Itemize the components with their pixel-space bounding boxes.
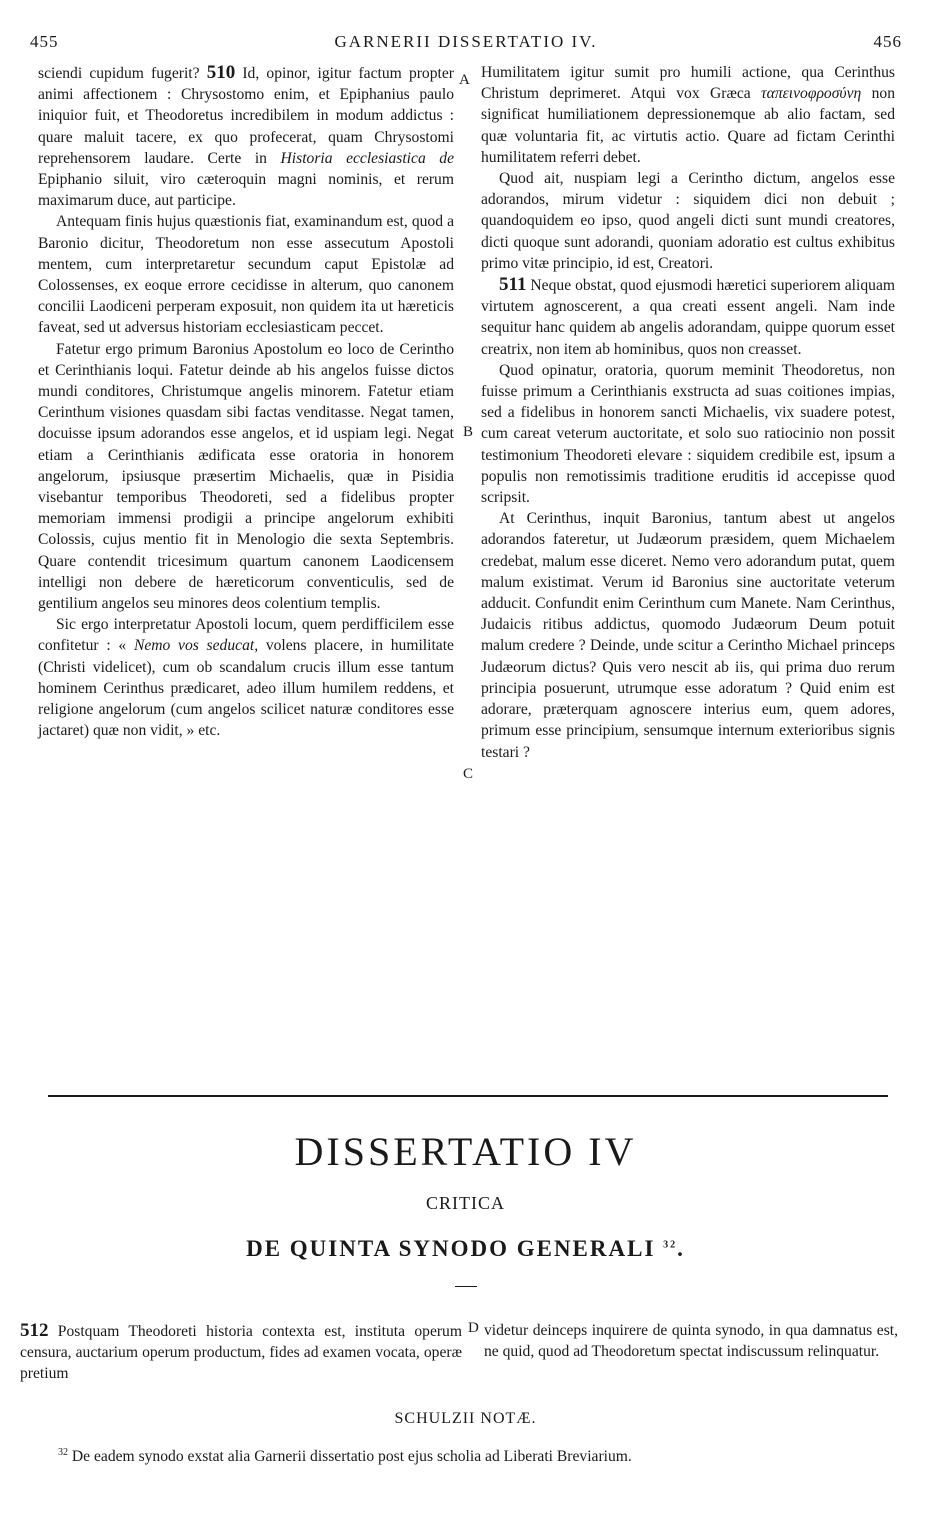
section-divider <box>48 1095 888 1097</box>
intro-left-column <box>20 1320 462 1385</box>
left-column <box>38 62 454 742</box>
section-subtitle: CRITICA <box>426 1193 505 1213</box>
text-segment: Neque obstat, quod ejusmodi hæretici superiorem aliquam virtutem agnoscerent, a qua creati essent angeli. Nam inde sequitur hanc quidem ab angelis adorandam, quippe quorum esset creatrix, non item ab hominibus, quos non creasset. <box>481 277 895 358</box>
text-segment: Humilitatem igitur sumit pro humili actione, qua Cerinthus Christum deprimeret. Atqui vox Græca <box>481 64 895 103</box>
page-number-left: 455 <box>30 32 59 51</box>
section-number-511: 511 <box>499 274 527 296</box>
footnote <box>58 1447 908 1466</box>
left-paragraph-1 <box>38 62 454 211</box>
short-divider <box>455 1286 477 1287</box>
greek-word: ταπεινοφροσύνη <box>761 85 862 103</box>
running-header <box>30 32 902 56</box>
margin-marker-b: B <box>463 424 474 440</box>
margin-marker-a: A <box>459 72 470 88</box>
intro-paragraph-left <box>20 1320 462 1385</box>
running-title: GARNERII DISSERTATIO IV. <box>334 32 598 51</box>
footnote-text: De eadem synodo exstat alia Garnerii dissertatio post ejus scholia ad Liberati Breviarium. <box>68 1448 632 1466</box>
text-segment: Epiphanio siluit, viro cæteroquin magni nominis, et rerum maximarum duce, aut participe. <box>38 171 454 210</box>
text-segment: Sic ergo interpretatur Apostoli locum, quem perdifficilem esse confitetur : « <box>38 616 454 655</box>
right-column <box>481 62 895 763</box>
section-title: DISSERTATIO IV <box>294 1129 637 1174</box>
left-paragraph-2: Antequam finis hujus quæstionis fiat, examinandum est, quod a Baronio dicitur, Theodoretum non esse assecutum Apostoli mentem, cum interpretaretur secundum caput Epistolæ ad Colossenses, ex eoque errore cecidisse in alterum, quo canonem concilii Laodiceni perperam exposuit, non quidem ita ut hæreticis faveat, sed ut adversus historiam ecclesiasticam peccet. <box>38 213 454 337</box>
margin-marker-c: C <box>463 766 474 782</box>
italic-quote: Nemo vos seducat, <box>133 637 259 655</box>
left-paragraph-3: Fatetur ergo primum Baronius Apostolum eo loco de Cerintho et Cerinthianis loqui. Fatetur deinde ab his angelos fuisse dictos mundi conditores, Christumque angelis minorem. Fatetur etiam Cerinthum visiones quasdam sibi factas venditasse. Negat tamen, docuisse ipsum adorandos esse angelos, et id uspiam legi. Negat etiam a Cerinthianis ædificata esse oratoria in honorem angelorum, ipsiusque præsertim Michaelis, quæ in Pisidia visebantur temporibus Theodoreti, sed a fidelibus propter memoriam immensi prodigii a principe angelorum exhibiti Colossis, cujus mentio fit in Menologio die sexta Septembris. Quare contendit tricesimum quartum canonem Laodicensem intelligi non debere de hæreticorum conventiculis, sed de gentilium angelos seu minores deos colentium templis. <box>38 340 454 613</box>
left-paragraph-4 <box>38 614 454 741</box>
text-segment: sciendi cupidum fugerit? <box>38 65 207 82</box>
intro-paragraph-right: videtur deinceps inquirere de quinta synodo, in qua damnatus est, ne quid, quod ad Theodoretum spectat indiscussum relinquatur. <box>484 1322 898 1361</box>
footnote-number: 32 <box>58 1447 68 1458</box>
right-paragraph-2: Quod ait, nuspiam legi a Cerintho dictum, angelos esse adorandos, mirum videtur : siquidem dici non debuit ; quandoquidem eo ipso, quod angeli dicti sunt mundi creatores, dicti quoque sunt adorandi, quoniam adoratio est cultus exhibitus primo vitæ principio, id est, Creatori. <box>481 170 895 272</box>
section-subtitle-2: DE QUINTA SYNODO GENERALI $^{32}$. <box>246 1236 685 1261</box>
right-paragraph-5: At Cerinthus, inquit Baronius, tantum abest ut angelos adorandos fateretur, ut Judæorum præsidem, quem Michaelem credebat, malum esse diceret. Nemo vero adorandum putat, quem malum existimat. Verum id Baronius sine auctoritate veterum adducit. Confundit enim Cerinthum cum Manete. Nam Cerinthus, Judaicis ritibus addictus, quomodo Judæorum Deum potuit malum credere ? Deinde, unde scitur a Cerintho Michael princeps Judæorum dictus? Quis vero nescit ab iis, qui prima duo rerum principia posuerunt, utrumque esse adoratum ? Quid enim est adorare, præterquam agnoscere interius eum, quem adores, primum esse principium, sensumque internum exterioribus signis testari ? <box>481 510 895 761</box>
margin-marker-d: D <box>468 1320 479 1336</box>
page-number-right: 456 <box>873 32 902 51</box>
right-paragraph-1 <box>481 62 895 168</box>
notes-heading: SCHULZII NOTÆ. <box>394 1410 537 1427</box>
text-segment: volens placere, in humilitate (Christi videlicet), cum ob scandalum crucis illum esse tantum hominem Cerinthus prædicaret, adeo illum humilem reddens, et religione angelorum (cum angelos scilicet naturæ conditores esse jactaret) quæ non vidit, » etc. <box>38 637 454 740</box>
intro-right-column <box>484 1320 898 1362</box>
subtitle-text: DE QUINTA SYNODO GENERALI <box>246 1236 656 1261</box>
text-segment: Postquam Theodoreti historia contexta est, instituta operum censura, auctarium operum productum, fides ad examen vocata, operæ pretium <box>20 1323 462 1383</box>
right-paragraph-3 <box>481 274 895 360</box>
text-segment: Id, opinor, igitur factum propter animi affectionem : Chrysostomo enim, et Epiphanius paulo iniquior fuit, et Theodoretus incredibilem in modum addictus : quare maluit tacere, ex quo profecerat, quam Chrysostomi reprehensorem laudare. Certe in <box>38 65 454 167</box>
footnote-ref: 32 <box>663 1239 678 1251</box>
italic-title: Historia ecclesiastica de <box>280 149 455 167</box>
right-paragraph-4: Quod opinatur, oratoria, quorum meminit Theodoretus, non fuisse primum a Cerinthianis exstructa ad suas coitiones impias, sed a fidelibus in honorem sancti Michaelis, vix suadere potest, cum careat veterum auctoritate, et solo suo ratiocinio non possit testimonium Theodoreti elevare : siquidem credibile est, ipsum a populis non remotissimis traditione eruditis id accepisse quod scripsit. <box>481 361 895 507</box>
text-segment: non significat humiliationem depressionemque ab alio factam, sed quæ voluntaria fit, ac virtutis actio. Quare ad fictam Cerinthi humilitatem referri debet. <box>481 85 895 166</box>
section-number-510: 510 <box>206 62 236 83</box>
section-number-512: 512 <box>20 1320 49 1341</box>
